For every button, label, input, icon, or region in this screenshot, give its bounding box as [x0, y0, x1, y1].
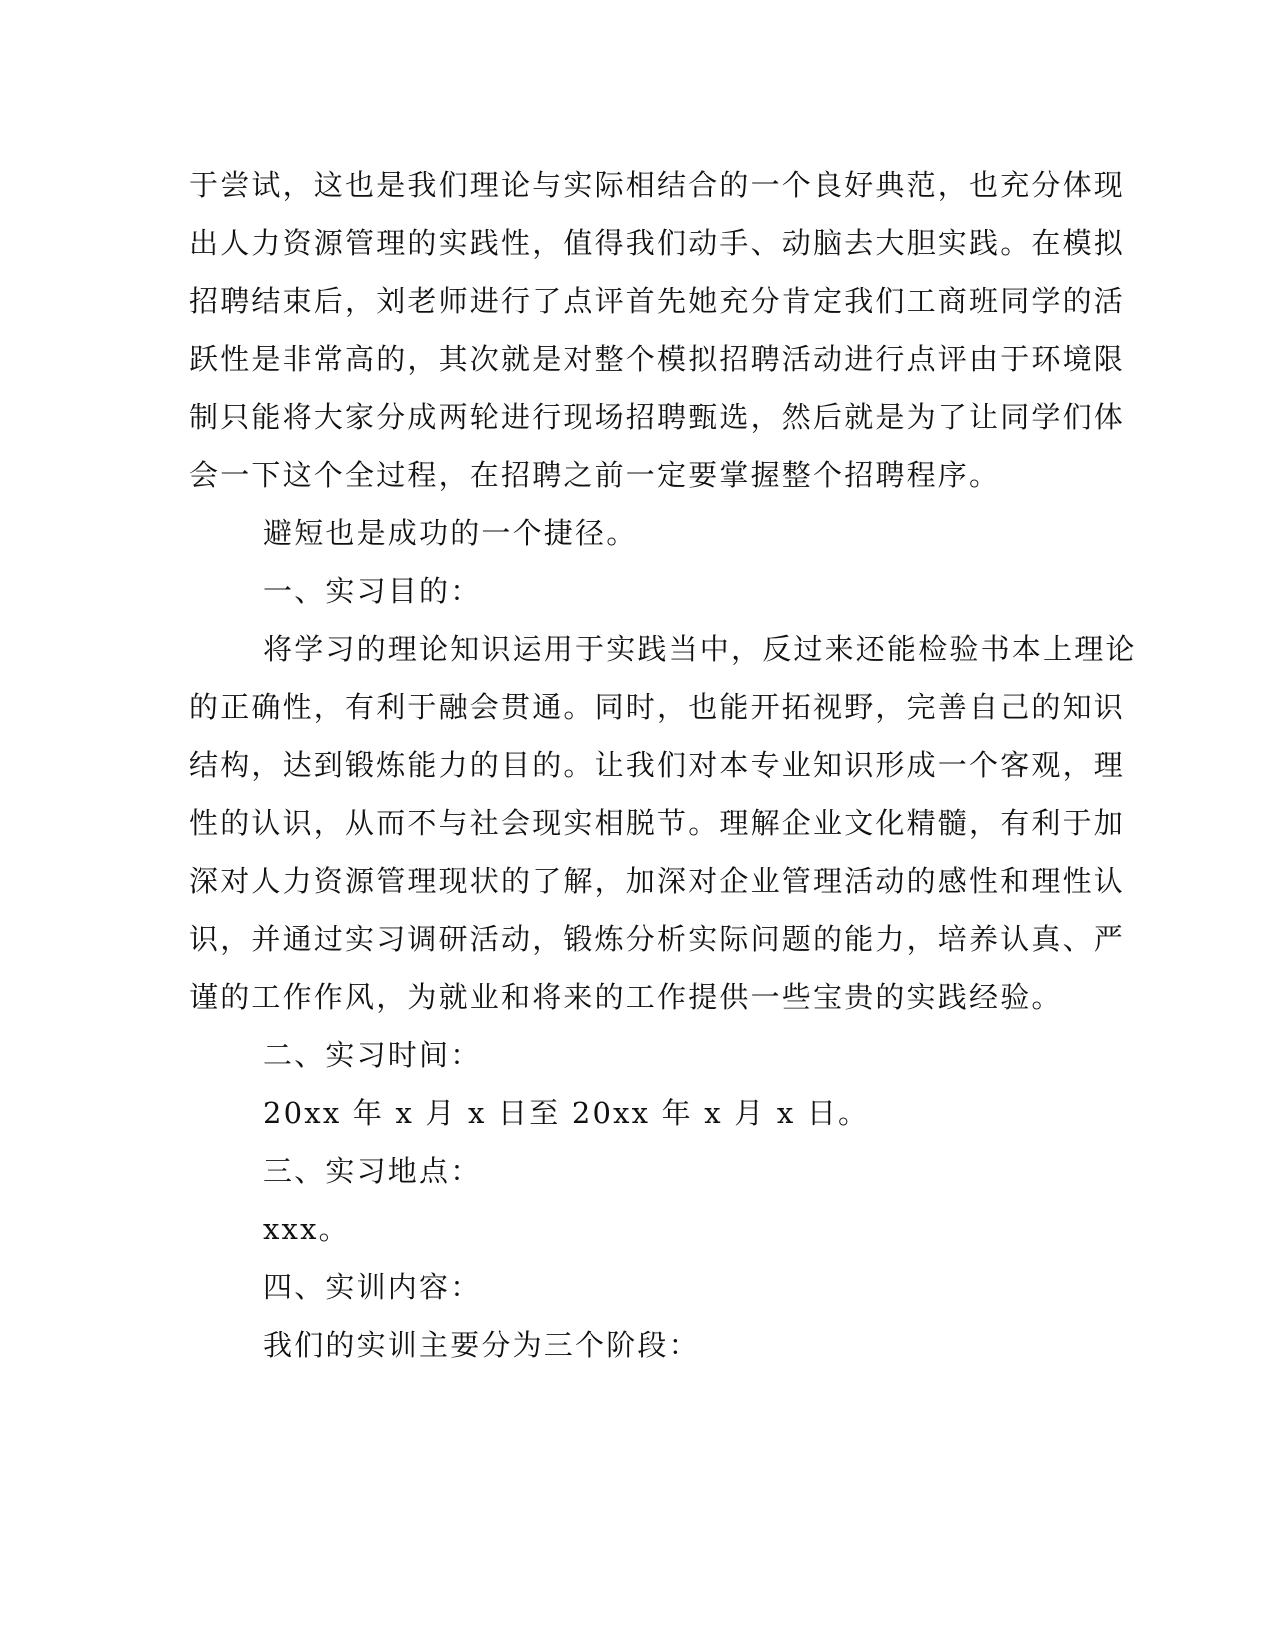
paragraph-line: 性的认识，从而不与社会现实相脱节。理解企业文化精髓，有利于加 — [189, 806, 1126, 840]
paragraph-line: 于尝试，这也是我们理论与实际相结合的一个良好典范，也充分体现 — [189, 168, 1126, 202]
section-heading: 二、实习时间： — [263, 1038, 482, 1072]
paragraph-line: 谨的工作作风，为就业和将来的工作提供一些宝贵的实践经验。 — [189, 980, 1063, 1014]
section-heading: 一、实习目的： — [263, 574, 482, 608]
paragraph-line: 的正确性，有利于融会贯通。同时，也能开拓视野，完善自己的知识 — [189, 690, 1126, 724]
paragraph-line: 制只能将大家分成两轮进行现场招聘甄选，然后就是为了让同学们体 — [189, 400, 1126, 434]
paragraph-line: 会一下这个全过程，在招聘之前一定要掌握整个招聘程序。 — [189, 458, 1001, 492]
paragraph-line: 招聘结束后，刘老师进行了点评首先她充分肯定我们工商班同学的活 — [189, 284, 1126, 318]
section-heading: 三、实习地点： — [263, 1154, 482, 1188]
paragraph-line: 跃性是非常高的，其次就是对整个模拟招聘活动进行点评由于环境限 — [189, 342, 1126, 376]
paragraph-line: 20xx 年 x 月 x 日至 20xx 年 x 月 x 日。 — [263, 1096, 870, 1130]
paragraph-line: 将学习的理论知识运用于实践当中，反过来还能检验书本上理论 — [263, 632, 1137, 666]
section-heading: 四、实训内容： — [263, 1270, 482, 1304]
paragraph-line: 结构，达到锻炼能力的目的。让我们对本专业知识形成一个客观，理 — [189, 748, 1126, 782]
paragraph-line: 我们的实训主要分为三个阶段： — [263, 1328, 700, 1362]
paragraph-line: 识，并通过实习调研活动，锻炼分析实际问题的能力，培养认真、严 — [189, 922, 1126, 956]
paragraph-line: 深对人力资源管理现状的了解，加深对企业管理活动的感性和理性认 — [189, 864, 1126, 898]
paragraph-line: xxx。 — [263, 1212, 350, 1246]
paragraph-line: 出人力资源管理的实践性，值得我们动手、动脑去大胆实践。在模拟 — [189, 226, 1126, 260]
paragraph-line: 避短也是成功的一个捷径。 — [263, 516, 638, 550]
